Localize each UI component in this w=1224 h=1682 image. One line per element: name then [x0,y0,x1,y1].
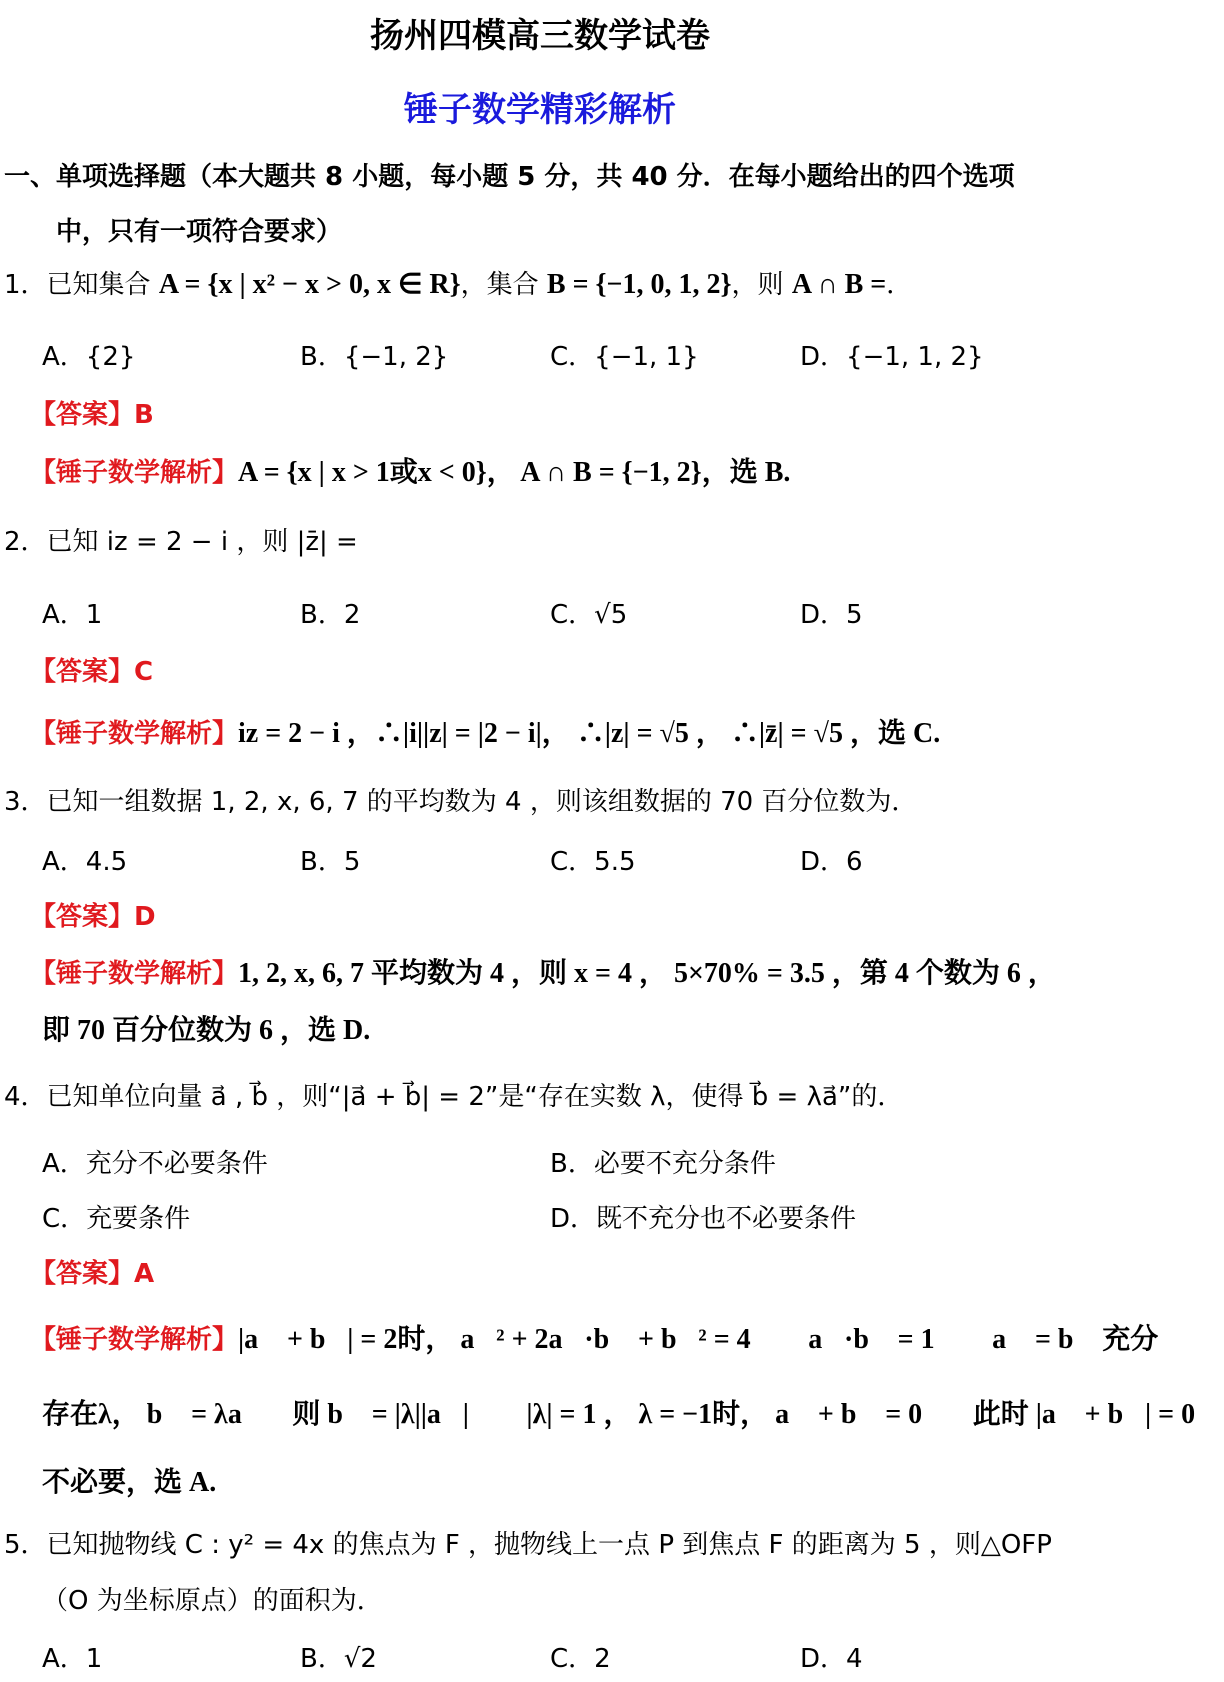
question-text: 已知单位向量 a⃗ , b⃗ ，则“|a⃗ + b⃗| = 2”是“存在实数 λ，使得 b⃗ = λa⃗”的． [46,1082,904,1112]
question-4 [4,1080,903,1114]
page-subtitle: 锤子数学精彩解析 [404,90,676,130]
page-title: 扬州四模高三数学试卷 [370,16,710,56]
option-b: B．√2 [300,1644,377,1674]
question-number: 5． [4,1530,47,1560]
question-text: 已知一组数据 1, 2, x, 6, 7 的平均数为 4 ，则该组数据的 70 百分位数为． [46,787,918,817]
math-expression: A = {x | x² − x > 0, x ∈ R} [158,269,461,300]
question-text: 已知抛物线 C : y² = 4x 的焦点为 F ，抛物线上一点 P 到焦点 F 的距离为 5 ，则△OFP [46,1530,1052,1560]
question-number: 3． [4,787,47,817]
question-text-cont: （O 为坐标原点）的面积为． [42,1586,383,1616]
answer-value: A [134,1259,155,1289]
option-a: A．1 [42,600,103,630]
option-a: A．{2} [42,342,136,372]
question-text: 已知 iz = 2 − i ，则 |z̄| = [46,527,358,557]
option-c: C．5.5 [550,847,636,877]
option-c: C．{−1, 1} [550,342,699,372]
question-3 [4,785,917,819]
analysis-text-cont: 存在λ， b⃗ = λa⃗ ，则 b⃗ = |λ||a⃗| ， ∴|λ| = 1 ， λ = −1时， a⃗ + b⃗ = 0⃗ ，此时 |a⃗ + b⃗| = 0 ， [42,1399,1224,1430]
question-number: 4． [4,1082,47,1112]
option-d: D．6 [800,847,863,877]
answer-line [30,398,154,432]
question-text: 已知集合 [46,270,151,300]
analysis-label: 【锤子数学解析】 [30,959,239,989]
analysis-line [30,957,1056,991]
analysis-line [30,456,790,490]
question-text: ，则 [731,270,784,300]
option-a: A．4.5 [42,847,128,877]
option-c: C．√5 [550,600,628,630]
analysis-label: 【锤子数学解析】 [30,458,239,488]
option-b: B．{−1, 2} [300,342,449,372]
section-heading: 一、单项选择题（本大题共 8 小题，每小题 5 分，共 40 分．在每小题给出的四个选项 [4,162,1015,192]
option-d: D．5 [800,600,863,630]
question-number: 1． [4,270,47,300]
analysis-text: 1, 2, x, 6, 7 平均数为 4 ，则 x = 4 ， 5×70% = 3.5 ，第 4 个数为 6 ， [238,958,1056,989]
analysis-line [30,1323,1158,1357]
option-a: A．充分不必要条件 [42,1149,268,1179]
analysis-text: |a⃗ + b⃗| = 2时， a⃗² + 2a⃗·b⃗ + b⃗² = 4 ， ∴a⃗·b⃗ = 1 ， ∴a⃗ = b⃗ 充分 [238,1324,1159,1355]
question-text: ． [886,270,913,300]
answer-value: D [134,902,156,932]
option-c: C．充要条件 [42,1204,191,1234]
analysis-text-cont: 即 70 百分位数为 6 ，选 D. [42,1015,371,1046]
option-d: D．既不充分也不必要条件 [550,1204,857,1234]
analysis-label: 【锤子数学解析】 [30,719,239,749]
answer-label: 【答案】 [30,400,135,430]
question-5 [4,1528,1052,1562]
option-c: C．2 [550,1644,611,1674]
analysis-label: 【锤子数学解析】 [30,1325,239,1355]
answer-label: 【答案】 [30,1259,135,1289]
analysis-text: iz = 2 − i ，∴|i||z| = |2 − i|， ∴|z| = √5 ， ∴|z̄| = √5 ，选 C. [238,718,941,749]
answer-label: 【答案】 [30,902,135,932]
question-number: 2． [4,527,47,557]
math-expression: A ∩ B = [791,269,887,300]
option-a: A．1 [42,1644,103,1674]
option-d: D．{−1, 1, 2} [800,342,984,372]
question-2 [4,525,358,559]
answer-value: B [134,400,154,430]
option-d: D．4 [800,1644,863,1674]
option-b: B．5 [300,847,361,877]
question-1 [4,268,912,302]
analysis-text: A = {x | x > 1或x < 0}， A ∩ B = {−1, 2}，选 B. [238,457,791,488]
option-b: B．2 [300,600,361,630]
question-text: ，集合 [460,270,539,300]
analysis-line [30,717,940,751]
answer-label: 【答案】 [30,657,135,687]
answer-value: C [134,657,154,687]
answer-line [30,1257,154,1291]
option-b: B．必要不充分条件 [550,1149,776,1179]
section-heading-cont: 中，只有一项符合要求） [56,217,343,247]
answer-line [30,900,156,934]
answer-line [30,655,153,689]
analysis-text-cont: 不必要，选 A. [42,1467,217,1498]
math-expression: B = {−1, 0, 1, 2} [546,269,732,300]
